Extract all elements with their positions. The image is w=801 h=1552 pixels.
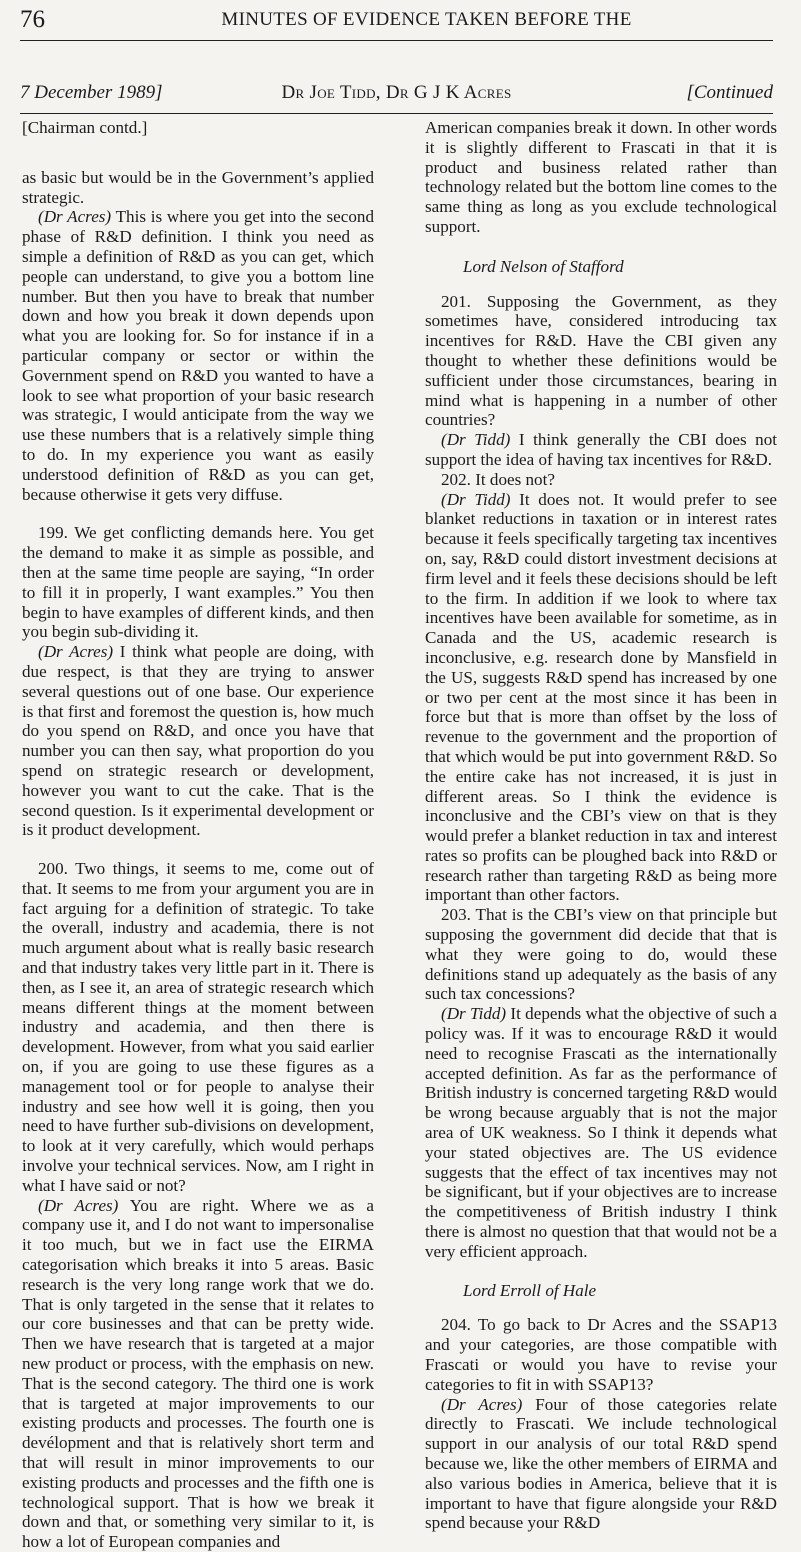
page-number: 76: [20, 6, 45, 33]
witness-names: Dr Joe Tidd, Dr G J K Acres: [281, 82, 512, 103]
answer-text: Four of those categories relate directly to Frascati. We include technological support in our analysis of our total R&D spend because we, like the other members of EIRMA and also various bodies in America, believe that it is important to have that figure alongside your R&D spend because your R&D: [425, 1394, 777, 1533]
speaker-tag: (Dr Tidd): [441, 489, 511, 509]
speaker-tag: (Dr Acres): [38, 207, 112, 227]
answer-text: This is where you get into the second phase of R&D definition. I think you need as simple a definition of R&D as you can get, which people can understand, to give you a bottom line number. But then you have to break that number down and how you break it down depends upon what you are looking for. So for instance if in a particular company or sector or within the Government spend on R&D you wanted to have a look to see what proportion of your basic research was strategic, I would anticipate from the way we use these numbers that is a relatively simple thing to do. In my experience you want as easily understood definition of R&D as you can get, because otherwise it gets very diffuse.: [22, 207, 374, 504]
continued-label: [Continued: [686, 82, 773, 103]
header-rule: [20, 40, 773, 41]
answer-text: You are right. Where we as a company use it, and I do not want to impersonalise it too much, but we in fact use the EIRMA categorisation which breaks it into 5 areas. Basic research is the very long range work that we do. That is only targeted in the sense that it relates to our core businesses and that can be pretty wide. Then we have research that is targeted at a major new product or process, with the emphasis on new. That is the second category. The third one is work that is targeted at major improvements to our existing products and processes. The fourth one is devélopment and that is relatively short term and that will result in minor improvements to our existing products and processes and the fifth one is technological support. That is how we break it down and that, or something very similar to it, is how a lot of European companies and: [22, 1195, 374, 1552]
question-203: 203. That is the CBI’s view on that principle but supposing the government did decide that that is what they were going to do, would these definitions stand up adequately as the basis of any such tax concessions?: [425, 905, 777, 1004]
paragraph: American companies break it down. In other words it is slightly different to Frascati in that it is product and business related rather than technology related but the bottom line comes to the same thing as long as you exclude technological support.: [425, 118, 777, 236]
speaker-heading: Lord Nelson of Stafford: [463, 256, 624, 276]
section-label: [Chairman contd.]: [22, 118, 148, 137]
answer-text: It depends what the objective of such a policy was. If it was to encourage R&D it would need to recognise Frascati as the internationally accepted definition. As far as the performance of British industry is concerned targeting R&D would be wrong because arguably that is not the major area of UK weakness. So I think it depends what your stated objectives are. The US evidence suggests that the effect of tax incentives may not be significant, but if your objectives are to increase the competitiveness of British industry I think there is almost no question that that would not be a very efficient approach.: [425, 1004, 778, 1261]
right-column: [425, 118, 777, 1533]
answer-text: It does not. It would prefer to see blanket reductions in taxation or in interest rates because it feels specifically targeting tax incentives on, say, R&D could distort investment decisions at firm level and it feels these decisions should be left to the firm. In addition if we look to where tax incentives have been available for sometime, as in Canada and the US, academic research is inconclusive, e.g. research done by Mansfield in the US, suggests R&D spend has increased by one or two per cent at the most since it has been in force but that is more than offset by the loss of revenue to the government and the proportion of that which would be put into government R&D. So the entire cake has not increased, it is just in different areas. So I think the evidence is inconclusive and the CBI’s view on that is they would prefer a blanket reduction in tax and interest rates so profits can be ploughed back into R&D or research rather than targeting R&D as being more important than other factors.: [425, 489, 777, 905]
sub-header-rule: [20, 113, 773, 114]
answer-text: I think generally the CBI does not support the idea of having tax incentives for R&D.: [425, 430, 777, 469]
answer-paragraph: [22, 1196, 374, 1552]
hearing-date: 7 December 1989]: [20, 82, 163, 103]
answer-text: I think what people are doing, with due respect, is that they are trying to answer several questions out of one base. Our experience is that first and foremost the question is, how much do you spend on R&D, and once you have that number you can then say, what proportion do you spend on strategic research or development, however you want to cut the cake. That is the second question. Is it experimental development or is it product development.: [22, 642, 374, 840]
question-201: 201. Supposing the Government, as they sometimes have, considered introducing tax incentives for R&D. Have the CBI given any thought to whether these definitions would be sufficient under those circumstances, bearing in mind what is happening in a number of other countries?: [425, 291, 777, 430]
left-column: [22, 118, 374, 1552]
speaker-tag: (Dr Tidd): [441, 1004, 507, 1024]
speaker-tag: (Dr Acres): [441, 1394, 523, 1414]
question-204: 204. To go back to Dr Acres and the SSAP13 and your categories, are those compatible with Frascati or would you have to revise your categories to fit in with SSAP13?: [425, 1315, 777, 1394]
paragraph: as basic but would be in the Government’s applied strategic.: [22, 167, 374, 207]
page-header: [20, 6, 773, 40]
speaker-heading: Lord Erroll of Hale: [463, 1280, 597, 1300]
speaker-tag: (Dr Acres): [38, 642, 114, 662]
running-title: MINUTES OF EVIDENCE TAKEN BEFORE THE: [221, 9, 632, 30]
question-200: 200. Two things, it seems to me, come out of that. It seems to me from your argument you are in fact arguing for a definition of strategic. To take the overall, industry and academia, there is not much argument about what is really basic research and that industry takes very little part in it. There is then, as I see it, an area of strategic research which means different things at the moment between industry and academia, and then there is development. However, from what you said earlier on, if you are going to use these figures as a management tool or for people to analyse their industry and see how well it is going, then you need to have further sub-divisions on development, to look at it very carefully, which would perhaps involve your technical services. Now, am I right in what I have said or not?: [22, 859, 374, 1195]
answer-paragraph: [425, 1004, 777, 1261]
question-202: 202. It does not?: [441, 469, 555, 489]
answer-paragraph: [22, 642, 374, 840]
answer-paragraph: [425, 430, 777, 470]
answer-paragraph: [425, 1395, 777, 1534]
answer-paragraph: [22, 207, 374, 504]
sub-header: [20, 82, 773, 108]
speaker-tag: (Dr Acres): [38, 1195, 119, 1215]
answer-paragraph: [425, 490, 777, 906]
speaker-tag: (Dr Tidd): [441, 430, 511, 450]
question-199: 199. We get conflicting demands here. You get the demand to make it as simple as possible, and then at the same time people are saying, “In order to fill it in properly, I want examples.” You then begin to have examples of different kinds, and then you begin sub-dividing it.: [22, 523, 374, 642]
